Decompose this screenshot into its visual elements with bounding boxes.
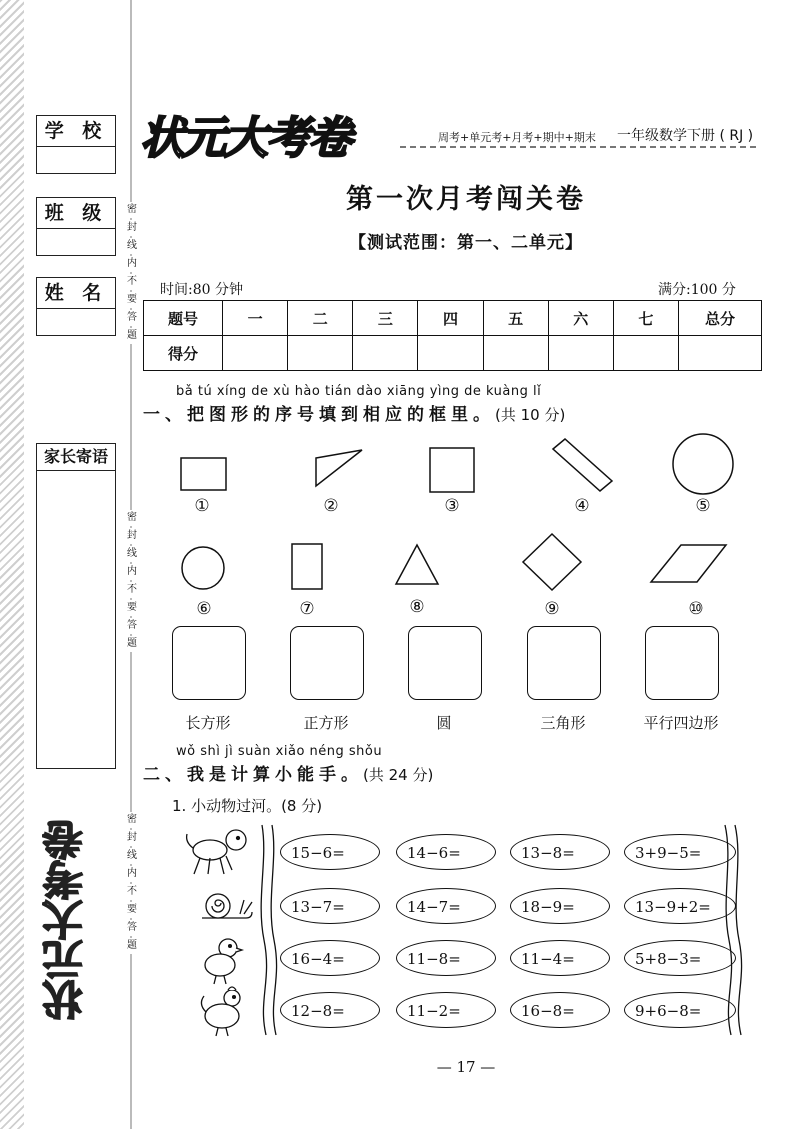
category-label: 平行四边形 [643, 714, 719, 732]
score-table-header [144, 301, 762, 336]
equation-oval[interactable]: 11−2= [396, 992, 496, 1028]
parallelogram-shape [651, 545, 726, 582]
seal-char: 线 [124, 238, 140, 254]
header-rule [400, 146, 756, 148]
shape-number: ① [194, 496, 210, 516]
school-field[interactable] [36, 115, 116, 174]
score-header-cell: 二 [288, 301, 353, 336]
section2-pinyin: wǒ shì jì suàn xiǎo néng shǒu [176, 744, 383, 759]
section1-title-text: 一、把图形的序号填到相应的框里。 [143, 405, 495, 425]
equation-oval[interactable]: 9+6−8= [624, 992, 736, 1028]
class-label: 班 级 [37, 198, 115, 229]
diamond-shape [523, 534, 581, 590]
seal-char: 要 [124, 902, 140, 918]
seal-char: 要 [124, 600, 140, 616]
equation-oval[interactable]: 12−8= [280, 992, 380, 1028]
seal-char: 答 [124, 310, 140, 326]
score-cell[interactable] [288, 336, 353, 371]
section2-title [143, 760, 433, 785]
shape-number: ⑦ [299, 599, 315, 619]
answer-box-square[interactable] [290, 626, 364, 700]
shape-number: ⑥ [196, 599, 212, 619]
equation-oval[interactable]: 16−4= [280, 940, 380, 976]
shape-number: ③ [444, 496, 460, 516]
seal-char: 密 [124, 202, 140, 218]
answer-box-rectangle[interactable] [172, 626, 246, 700]
section1-title [143, 400, 565, 425]
equation-oval[interactable]: 13−8= [510, 834, 610, 870]
grade-text: 一年级数学下册 ( RJ ) [617, 128, 754, 144]
binding-hatch [0, 0, 24, 1129]
equation-oval[interactable]: 13−7= [280, 888, 380, 924]
section2-points: (共 24 分) [363, 766, 434, 784]
score-cell[interactable] [613, 336, 678, 371]
parent-note-label: 家长寄语 [37, 444, 115, 471]
seal-char: 答 [124, 618, 140, 634]
section1-pinyin: bǎ tú xíng de xù hào tián dào xiāng yìng de kuàng lǐ [176, 384, 542, 399]
seal-char: 题 [124, 938, 140, 954]
tilted-rectangle-shape [553, 439, 612, 491]
answer-box-triangle[interactable] [527, 626, 601, 700]
section1-points: (共 10 分) [495, 406, 566, 424]
binding-strip [0, 0, 132, 1129]
small-circle-shape [182, 547, 224, 589]
score-header-cell: 总分 [679, 301, 762, 336]
name-field[interactable] [36, 277, 116, 336]
seal-char: 封 [124, 830, 140, 846]
answer-box-parallelogram[interactable] [645, 626, 719, 700]
shape-number: ② [323, 496, 339, 516]
shape-number: ⑨ [544, 599, 560, 619]
seal-char: 不 [124, 274, 140, 290]
page-title: 第一次月考闯关卷 [346, 184, 586, 215]
answer-box-circle[interactable] [408, 626, 482, 700]
equation-oval[interactable]: 3+9−5= [624, 834, 736, 870]
score-cell[interactable] [548, 336, 613, 371]
score-header-cell: 题号 [144, 301, 223, 336]
category-label: 圆 [436, 714, 452, 732]
full-score: 满分:100 分 [658, 282, 736, 298]
score-header-cell: 六 [548, 301, 613, 336]
right-triangle-shape [316, 450, 362, 486]
right-bank-line [735, 825, 742, 1035]
left-bank-line [261, 825, 266, 1035]
score-header-cell: 四 [418, 301, 483, 336]
snail-icon [202, 894, 252, 918]
seal-char: 密 [124, 510, 140, 526]
shape-number: ⑩ [688, 599, 704, 619]
triangle-shape [396, 545, 438, 584]
circle-shape [673, 434, 733, 494]
score-cell[interactable] [679, 336, 762, 371]
equation-oval[interactable]: 18−9= [510, 888, 610, 924]
name-label: 姓 名 [37, 278, 115, 309]
school-input[interactable] [37, 147, 115, 173]
score-table-row [144, 336, 762, 371]
left-bank-line [271, 825, 276, 1035]
exam-time: 时间:80 分钟 [160, 282, 243, 298]
shape-number: ④ [574, 496, 590, 516]
score-cell[interactable] [353, 336, 418, 371]
shape-number: ⑧ [409, 597, 425, 617]
seal-char: 要 [124, 292, 140, 308]
dog-icon [187, 830, 246, 874]
score-header-cell: 五 [483, 301, 548, 336]
score-cell[interactable] [418, 336, 483, 371]
score-header-cell: 一 [223, 301, 288, 336]
equation-oval[interactable]: 13−9+2= [624, 888, 736, 924]
seal-char: 封 [124, 220, 140, 236]
seal-char: 题 [124, 636, 140, 652]
seal-char: 内 [124, 866, 140, 882]
equation-oval[interactable]: 5+8−3= [624, 940, 736, 976]
score-table [143, 300, 762, 371]
seal-char: 题 [124, 328, 140, 344]
seal-char: 答 [124, 920, 140, 936]
score-header-cell: 七 [613, 301, 678, 336]
rectangle-shape [181, 458, 226, 490]
seal-char: 内 [124, 564, 140, 580]
equation-oval[interactable]: 14−6= [396, 834, 496, 870]
seal-char: 不 [124, 582, 140, 598]
strip-logo: 状元大考卷 [43, 820, 89, 1020]
equation-oval[interactable]: 11−8= [396, 940, 496, 976]
shape-number: ⑤ [695, 496, 711, 516]
tall-rectangle-shape [292, 544, 322, 589]
seal-char: 线 [124, 848, 140, 864]
page-number: — 17 — [436, 1058, 496, 1076]
rooster-icon [201, 987, 240, 1036]
name-input[interactable] [37, 309, 115, 335]
chick-icon [205, 939, 242, 984]
equation-oval[interactable]: 11−4= [510, 940, 610, 976]
category-label: 三角形 [540, 714, 586, 732]
seal-char: 封 [124, 528, 140, 544]
equation-oval[interactable]: 14−7= [396, 888, 496, 924]
seal-char: 内 [124, 256, 140, 272]
score-header-cell: 三 [353, 301, 418, 336]
category-label: 正方形 [303, 714, 349, 732]
square-shape [430, 448, 474, 492]
section2-title-text: 二、我是计算小能手。 [143, 765, 363, 785]
series-text: 周考+单元考+月考+期中+期末 [438, 131, 596, 144]
parent-note-box[interactable] [36, 443, 116, 769]
equation-oval[interactable]: 16−8= [510, 992, 610, 1028]
test-scope: 【测试范围：第一、二单元】 [349, 233, 583, 253]
equation-oval[interactable]: 15−6= [280, 834, 380, 870]
brand-logo: 状元大考卷 [140, 113, 350, 164]
category-label: 长方形 [185, 714, 231, 732]
score-cell[interactable] [223, 336, 288, 371]
seal-char: 不 [124, 884, 140, 900]
school-label: 学 校 [37, 116, 115, 147]
sub-question-1: 1. 小动物过河。(8 分) [172, 797, 323, 815]
score-row-label: 得分 [144, 336, 223, 371]
seal-char: 线 [124, 546, 140, 562]
score-cell[interactable] [483, 336, 548, 371]
seal-char: 密 [124, 812, 140, 828]
